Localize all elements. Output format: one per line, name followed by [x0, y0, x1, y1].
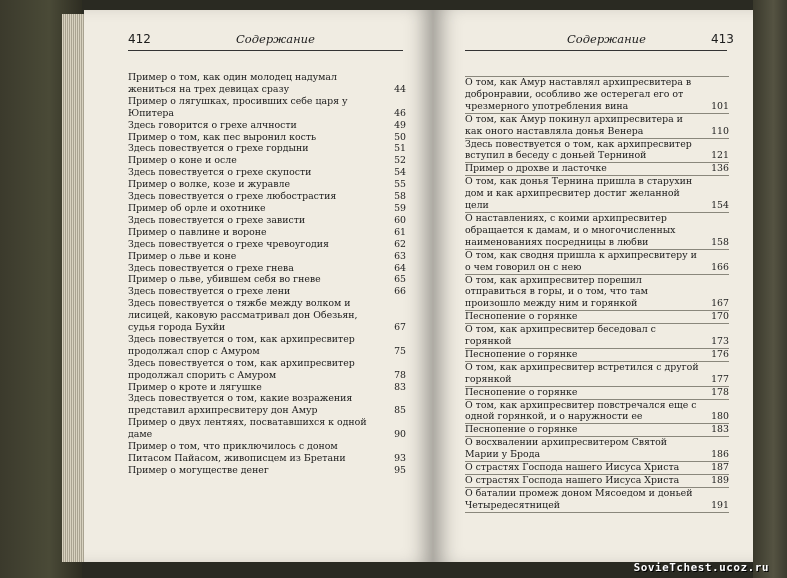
toc-entry	[465, 213, 729, 250]
toc-entry-page: 62	[394, 238, 406, 250]
toc-entry-page: 67	[394, 322, 406, 334]
toc-entry	[465, 76, 729, 114]
toc-entry	[128, 239, 406, 251]
toc-entry-page: 101	[711, 100, 729, 112]
toc-entry-title: Здесь повествуется о тяжбе между волком и лисицей, каковую рассматривал дон Обезьян, судья города Бухйи	[128, 298, 358, 334]
toc-entry-page: 54	[394, 167, 406, 179]
toc-entry-title: О том, как архипресвитер беседовал с горянкой	[465, 324, 656, 348]
toc-entry-page: 154	[711, 200, 729, 212]
toc-entry-title: Пример о льве, убившем себя во гневе	[128, 274, 321, 286]
toc-entry	[465, 114, 729, 139]
toc-entry	[128, 96, 406, 120]
toc-entry-title: Песнопение о горянке	[465, 311, 578, 323]
toc-entry	[465, 424, 729, 437]
toc-entry-title: О баталии промеж доном Мясоедом и доньей Четыредесятницей	[465, 487, 693, 511]
toc-entry-title: Здесь повествуется о грехе чревоугодия	[128, 238, 329, 250]
toc-entry-title: О том, как архипресвитер повстречался еще с одной горянкой, и о наружности ее	[465, 399, 697, 423]
toc-entry-page: 59	[394, 202, 406, 214]
toc-entry-title: Пример о кроте и лягушке	[128, 381, 262, 393]
toc-entry	[465, 139, 729, 164]
toc-entry-page: 177	[711, 373, 729, 385]
toc-entry	[465, 437, 729, 462]
toc-entry-title: Здесь повествуется о грехе лени	[128, 286, 291, 298]
toc-entry	[128, 203, 406, 215]
toc-entry	[465, 400, 729, 425]
left-page-running-title: Содержание	[236, 32, 315, 46]
toc-entry-page: 166	[711, 261, 729, 273]
toc-entry-page: 46	[394, 107, 406, 119]
toc-entry	[465, 311, 729, 324]
toc-entry-page: 167	[711, 298, 729, 310]
toc-entry-page: 52	[394, 155, 406, 167]
toc-entry	[128, 227, 406, 239]
toc-entry-title: Здесь повествуется о грехе скупости	[128, 167, 312, 179]
page-stack-edge	[62, 14, 84, 562]
toc-entry	[128, 334, 406, 358]
toc-entry-page: 55	[394, 179, 406, 191]
toc-entry-title: О наставлениях, с коими архипресвитер обращается к дамам, и о многочисленных наименованиях посредницы в любви	[465, 212, 676, 248]
toc-entry-title: Здесь повествуется о грехе зависти	[128, 214, 306, 226]
toc-entry-title: Здесь повествуется о грехе гордыни	[128, 143, 309, 155]
toc-entry-title: О том, как архипресвитер встретился с другой горянкой	[465, 361, 699, 385]
toc-entry-page: 170	[711, 311, 729, 323]
toc-entry	[128, 191, 406, 203]
toc-entry	[465, 475, 729, 488]
toc-entry-title: О том, как архипресвитер порешил отправиться в горы, и о том, что там произошло между ним и горянкой	[465, 274, 648, 310]
right-page-header	[463, 32, 734, 50]
toc-entry-title: Пример о павлине и вороне	[128, 226, 267, 238]
toc-entry-page: 178	[711, 386, 729, 398]
toc-entry-title: Песнопение о горянке	[465, 386, 578, 398]
toc-entry-title: Пример о льве и коне	[128, 250, 237, 262]
toc-entry	[128, 179, 406, 191]
toc-entry	[128, 155, 406, 167]
right-header-rule	[465, 50, 727, 51]
toc-entry	[465, 250, 729, 275]
toc-entry	[128, 143, 406, 155]
toc-entry-page: 78	[394, 369, 406, 381]
toc-entry-page: 183	[711, 424, 729, 436]
toc-entry-page: 191	[711, 499, 729, 511]
left-page-header	[114, 32, 403, 50]
site-watermark: SovieTchest.ucoz.ru	[633, 561, 769, 574]
left-page-number: 412	[128, 32, 151, 46]
toc-entry	[128, 298, 406, 334]
toc-entry-title: Пример об орле и охотнике	[128, 202, 266, 214]
toc-entry-page: 189	[711, 475, 729, 486]
toc-entry-page: 60	[394, 214, 406, 226]
toc-entry-title: Здесь повествуется о том, какие возражения представил архипресвитеру дон Амур	[128, 393, 353, 417]
right-page-running-title: Содержание	[567, 32, 646, 46]
toc-entry	[465, 349, 729, 362]
toc-entry-title: Пример о коне и осле	[128, 155, 237, 167]
toc-entry	[128, 167, 406, 179]
book-cover-right	[753, 0, 787, 578]
toc-entry-title: О том, как донья Тернина пришла в старухин дом и как архипресвитер достиг желанной цели	[465, 176, 693, 212]
toc-entry-title: Пример о лягушках, просивших себе царя у Юпитера	[128, 95, 348, 119]
toc-entry-page: 85	[394, 405, 406, 417]
toc-entry	[465, 324, 729, 349]
toc-entry-page: 186	[711, 449, 729, 461]
toc-entry	[128, 382, 406, 394]
toc-entry-title: Здесь повествуется о грехе любострастия	[128, 191, 337, 203]
toc-entry-page: 66	[394, 286, 406, 298]
toc-entry-title: О том, как сводня пришла к архипресвитеру и о чем говорил он с нею	[465, 249, 697, 273]
toc-entry-page: 90	[394, 429, 406, 441]
toc-entry	[465, 387, 729, 400]
toc-entry	[465, 488, 729, 513]
toc-entry-title: Здесь повествуется о том, как архипресвитер вступил в беседу с доньей Терниной	[465, 138, 692, 162]
toc-entry-page: 187	[711, 462, 729, 474]
toc-entry	[128, 393, 406, 417]
toc-entry-page: 173	[711, 336, 729, 348]
toc-entry	[465, 362, 729, 387]
toc-entry-title: О страстях Господа нашего Иисуса Христа	[465, 475, 680, 486]
toc-entry-title: О страстях Господа нашего Иисуса Христа	[465, 462, 680, 474]
toc-entry	[128, 286, 406, 298]
toc-entry-title: Пример о волке, козе и журавле	[128, 179, 291, 191]
toc-entry	[128, 251, 406, 263]
toc-entry	[128, 417, 406, 441]
toc-entry-page: 180	[711, 411, 729, 423]
toc-entry-page: 83	[394, 381, 406, 393]
toc-entry	[128, 441, 406, 465]
toc-entry-page: 75	[394, 345, 406, 357]
toc-entry-page: 176	[711, 348, 729, 360]
left-page	[84, 10, 433, 562]
toc-entry-title: Пример о том, как пес выронил кость	[128, 131, 317, 143]
toc-entry	[128, 358, 406, 382]
toc-entry-page: 95	[394, 464, 406, 476]
toc-entry-title: О том, как Амур покинул архипресвитера и как оного наставляла донья Венера	[465, 113, 683, 137]
left-header-rule	[128, 50, 403, 51]
toc-entry-page: 51	[394, 143, 406, 155]
toc-entry-title: Песнопение о горянке	[465, 348, 578, 360]
toc-entry-page: 63	[394, 250, 406, 262]
toc-entry	[128, 263, 406, 275]
toc-entry-title: Пример о том, как один молодец надумал жениться на трех девицах сразу	[128, 72, 337, 95]
toc-entry-page: 61	[394, 226, 406, 238]
toc-entry	[128, 120, 406, 132]
toc-entry-page: 44	[394, 83, 406, 95]
toc-entry-title: Здесь говорится о грехе алчности	[128, 119, 297, 131]
toc-entry-page: 58	[394, 191, 406, 203]
toc-entry	[128, 72, 406, 96]
toc-entry-title: Пример о том, что приключилось с доном Питасом Пайасом, живописцем из Бретани	[128, 441, 346, 464]
right-page-number: 413	[711, 32, 734, 46]
toc-entry	[465, 176, 729, 213]
toc-entry	[128, 274, 406, 286]
toc-entry-title: Пример о двух лентяях, посватавшихся к одной даме	[128, 417, 367, 441]
toc-entry	[128, 215, 406, 227]
toc-entry-page: 65	[394, 274, 406, 286]
toc-entry-title: О восхвалении архипресвитером Святой Марии у Брода	[465, 437, 668, 461]
toc-entry-page: 93	[394, 453, 406, 464]
toc-entry-title: Песнопение о горянке	[465, 424, 578, 436]
toc-entry	[465, 275, 729, 312]
toc-entry-page: 158	[711, 236, 729, 248]
right-toc-list	[465, 76, 729, 513]
toc-entry	[128, 132, 406, 144]
toc-entry-page: 64	[394, 262, 406, 274]
toc-entry-title: О том, как Амур наставлял архипресвитера в добронравии, особливо же остерегал его от чрезмерного употребления вина	[465, 77, 692, 112]
toc-entry-page: 50	[394, 131, 406, 143]
toc-entry-title: Пример о могуществе денег	[128, 464, 269, 476]
toc-entry	[465, 163, 729, 176]
toc-entry-title: Здесь повествуется о том, как архипресвитер продолжал спорить с Амуром	[128, 357, 355, 381]
toc-entry-page: 49	[394, 119, 406, 131]
toc-entry	[465, 462, 729, 475]
toc-entry-title: Пример о дрохве и ласточке	[465, 163, 607, 175]
toc-entry-page: 110	[711, 125, 729, 137]
toc-entry-page: 121	[711, 150, 729, 162]
left-toc-list	[128, 72, 406, 477]
toc-entry-title: Здесь повествуется о том, как архипресвитер продолжал спор с Амуром	[128, 333, 355, 357]
toc-entry-title: Здесь повествуется о грехе гнева	[128, 262, 294, 274]
toc-entry-page: 136	[711, 163, 729, 175]
right-page	[433, 10, 753, 562]
toc-entry	[128, 465, 406, 477]
